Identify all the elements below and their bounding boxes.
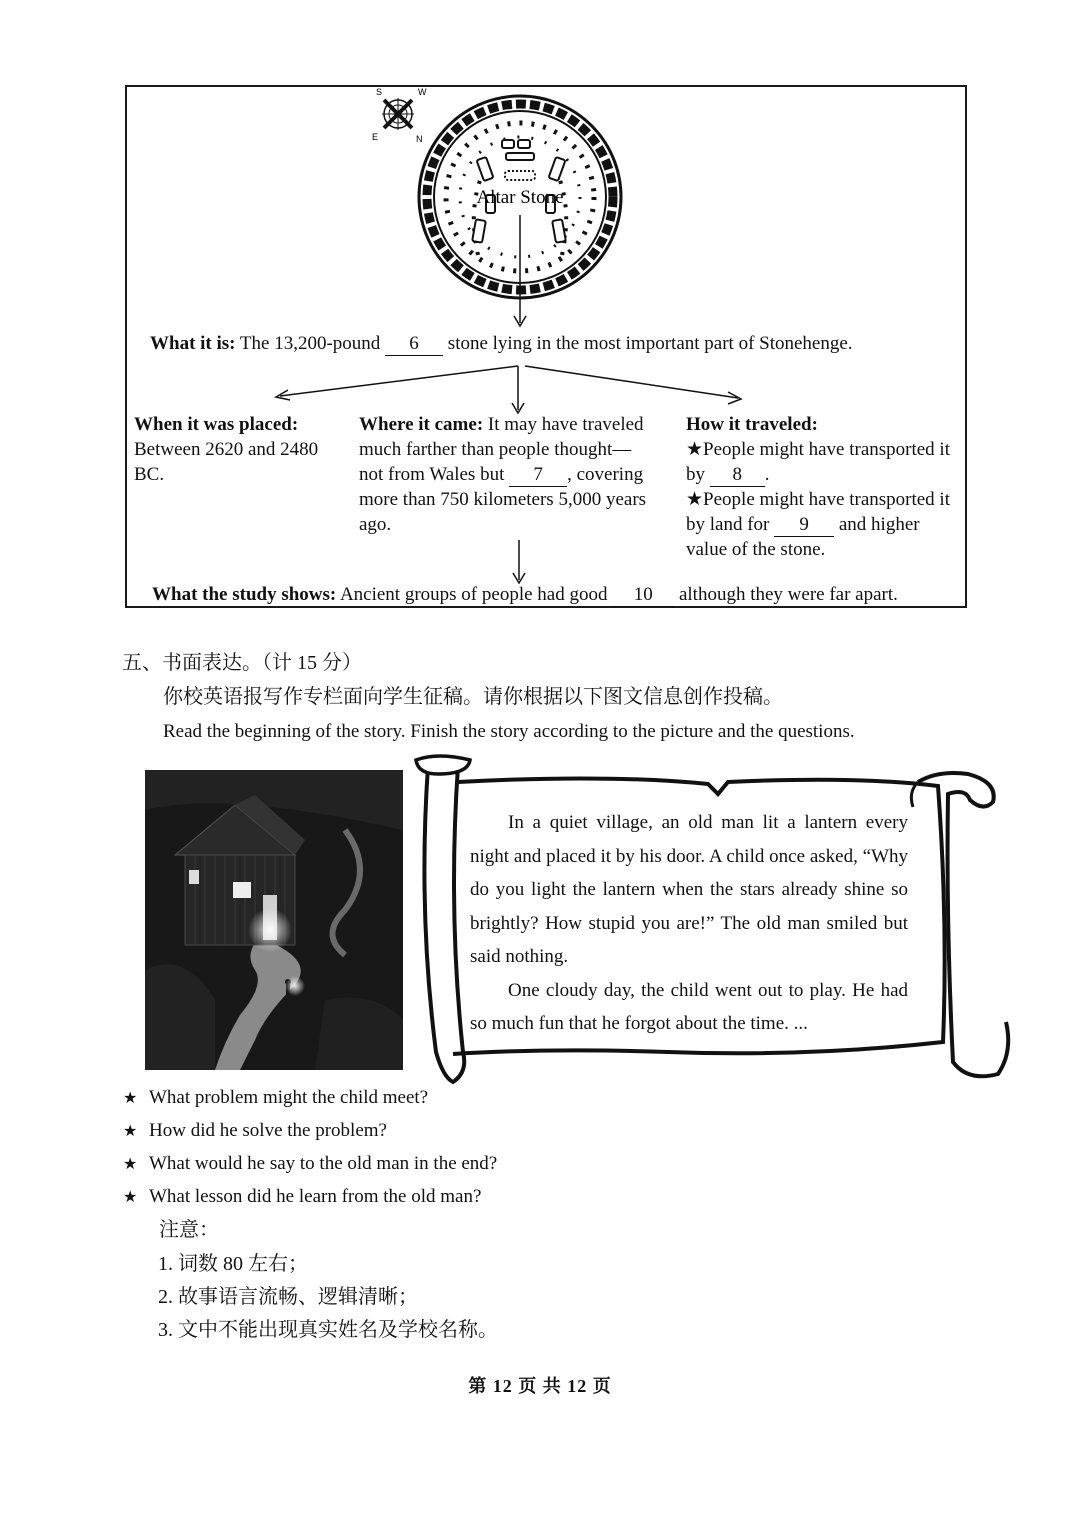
question-1-text: What problem might the child meet? [149, 1087, 429, 1108]
note-3: 3. 文中不能出现真实姓名及学校名称。 [158, 1319, 498, 1341]
how-traveled-item1-after: . [764, 464, 770, 485]
what-it-is-label: What it is: [150, 333, 236, 354]
how-traveled-label: How it traveled: [686, 414, 818, 435]
story-text-box [470, 806, 908, 1041]
section5-heading: 五、书面表达。（计 15 分） [122, 652, 362, 674]
question-3-text: What would he say to the old man in the end? [149, 1153, 498, 1174]
compass-s-label: S [376, 87, 383, 97]
when-placed-block [134, 412, 334, 487]
compass-w-label: W [418, 87, 427, 97]
what-it-is-row [150, 331, 853, 356]
story-paragraph-2: One cloudy day, the child went out to play. He had so much fun that he forgot about the time. ... [470, 979, 908, 1034]
question-3 [123, 1151, 497, 1176]
what-it-is-text-before: The 13,200-pound [239, 333, 381, 354]
branch-arrows [260, 360, 760, 420]
story-paragraph-1: In a quiet village, an old man lit a lantern every night and placed it by his door. A child once asked, “Why do you light the lantern when the stars already shine so brightly? How stupid you are!” The old man smiled but said nothing. [470, 812, 908, 967]
where-came-block [359, 412, 659, 537]
question-2 [123, 1118, 387, 1143]
star-icon: ★ [123, 1121, 138, 1140]
question-4-text: What lesson did he learn from the old man? [149, 1186, 482, 1207]
blank-6[interactable]: 6 [385, 333, 443, 356]
page-number-footer: 第 12 页 共 12 页 [468, 1376, 612, 1396]
note-label: 注意： [159, 1219, 219, 1241]
how-traveled-item1-before: People might have transported it by [686, 439, 950, 485]
study-shows-label: What the study shows: [152, 584, 337, 605]
study-shows-row [152, 582, 898, 607]
stonehenge-plan-illustration [360, 80, 680, 345]
where-came-text-before: It may have traveled much farther than people thought— not from Wales but [359, 414, 644, 485]
note-2: 2. 故事语言流畅、逻辑清晰； [158, 1286, 418, 1308]
compass-icon [382, 98, 414, 130]
note-1: 1. 词数 80 左右； [158, 1253, 308, 1275]
blank-8[interactable]: 8 [710, 464, 765, 487]
study-arrow [510, 538, 530, 584]
compass-e-label: E [372, 132, 379, 142]
star-icon: ★ [686, 489, 704, 510]
question-4 [123, 1184, 481, 1209]
star-icon: ★ [123, 1088, 138, 1107]
star-icon: ★ [123, 1187, 138, 1206]
when-placed-label: When it was placed: [134, 414, 299, 435]
study-shows-text-before: Ancient groups of people had good [339, 584, 608, 605]
question-2-text: How did he solve the problem? [149, 1120, 387, 1141]
what-it-is-text-after: stone lying in the most important part of Stonehenge. [447, 333, 853, 354]
story-illustration-house [145, 770, 403, 1070]
how-traveled-item2-before: People might have transported it by land for [686, 489, 950, 535]
how-traveled-item2-after: and higher value of the stone. [686, 514, 920, 560]
blank-10[interactable]: 10 [612, 584, 674, 607]
star-icon: ★ [686, 439, 704, 460]
question-1 [123, 1085, 428, 1110]
star-icon: ★ [123, 1154, 138, 1173]
section5-intro-en: Read the beginning of the story. Finish the story according to the picture and the questions. [163, 721, 855, 742]
where-came-text-after: , covering more than 750 kilometers 5,000 years ago. [359, 464, 647, 535]
altar-stone-label: Altar Stone [476, 187, 564, 208]
section5-intro-cn: 你校英语报写作专栏面向学生征稿。请你根据以下图文信息创作投稿。 [163, 686, 783, 708]
study-shows-text-after: although they were far apart. [678, 584, 898, 605]
where-came-label: Where it came: [359, 414, 484, 435]
when-placed-text: Between 2620 and 2480 BC. [134, 439, 319, 485]
blank-9[interactable]: 9 [774, 514, 834, 537]
how-traveled-block [686, 412, 951, 562]
blank-7[interactable]: 7 [509, 464, 567, 487]
compass-n-label: N [416, 134, 423, 144]
